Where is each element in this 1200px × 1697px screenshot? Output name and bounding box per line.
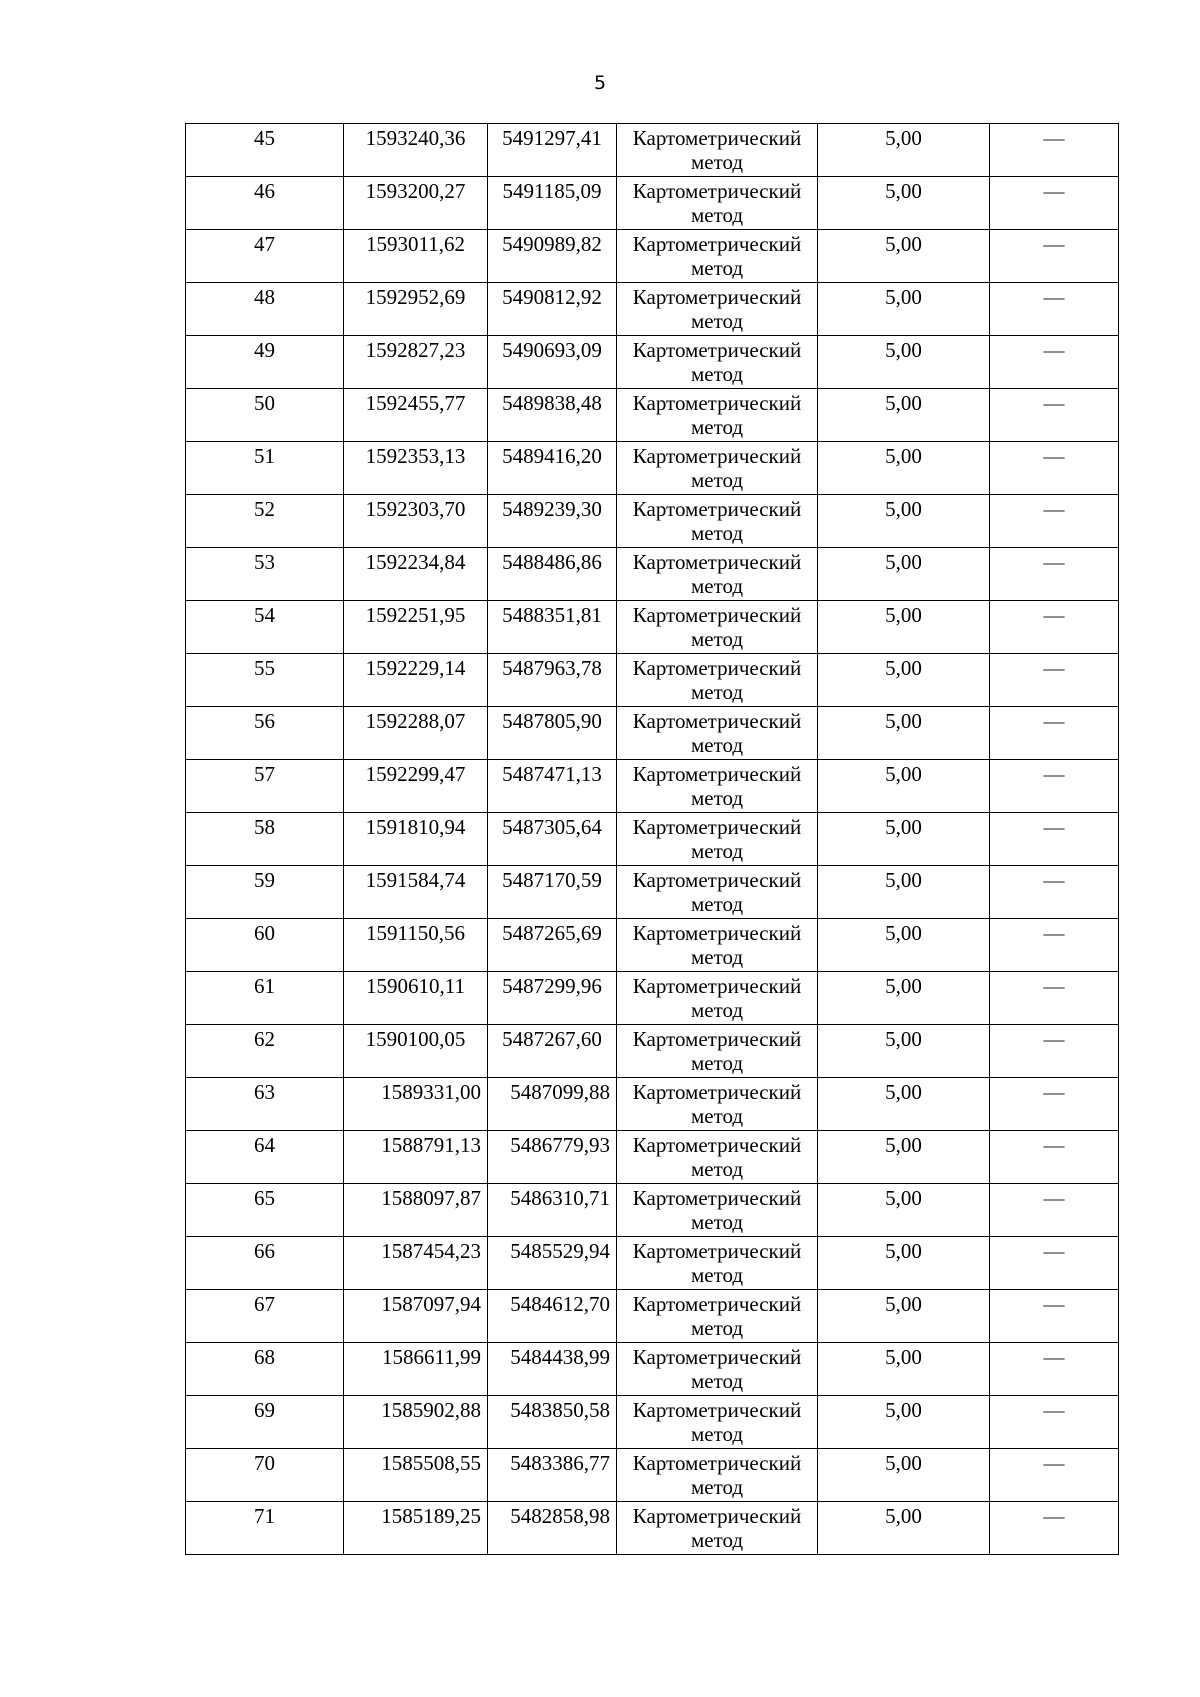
method-line-1: Картометрический xyxy=(632,974,802,998)
description-cell: — xyxy=(990,336,1119,389)
x-coordinate-cell: 1590100,05 xyxy=(344,1025,488,1078)
point-number-cell: 68 xyxy=(186,1343,344,1396)
description-cell: — xyxy=(990,654,1119,707)
method-line-2: метод xyxy=(690,309,744,333)
accuracy-cell: 5,00 xyxy=(818,442,990,495)
y-coordinate-cell: 5487267,60 xyxy=(488,1025,617,1078)
accuracy-cell: 5,00 xyxy=(818,1449,990,1502)
method-cell xyxy=(617,707,818,760)
y-coordinate-cell: 5483850,58 xyxy=(488,1396,617,1449)
coordinates-table xyxy=(185,123,1119,1555)
method-line-1: Картометрический xyxy=(632,1504,802,1528)
method-line-1: Картометрический xyxy=(632,497,802,521)
table-row xyxy=(186,1131,1119,1184)
description-cell: — xyxy=(990,442,1119,495)
method-line-2: метод xyxy=(690,1263,744,1287)
x-coordinate-cell: 1591150,56 xyxy=(344,919,488,972)
x-coordinate-cell: 1585902,88 xyxy=(344,1396,488,1449)
description-cell: — xyxy=(990,389,1119,442)
accuracy-cell: 5,00 xyxy=(818,919,990,972)
method-cell xyxy=(617,1078,818,1131)
method-line-1: Картометрический xyxy=(632,444,802,468)
method-line-2: метод xyxy=(690,1157,744,1181)
accuracy-cell: 5,00 xyxy=(818,866,990,919)
y-coordinate-cell: 5489416,20 xyxy=(488,442,617,495)
method-line-1: Картометрический xyxy=(632,1292,802,1316)
method-line-2: метод xyxy=(690,150,744,174)
table-row xyxy=(186,813,1119,866)
y-coordinate-cell: 5483386,77 xyxy=(488,1449,617,1502)
x-coordinate-cell: 1592455,77 xyxy=(344,389,488,442)
method-line-1: Картометрический xyxy=(632,921,802,945)
method-cell xyxy=(617,1502,818,1555)
y-coordinate-cell: 5488351,81 xyxy=(488,601,617,654)
method-line-2: метод xyxy=(690,203,744,227)
table-row xyxy=(186,1237,1119,1290)
x-coordinate-cell: 1593011,62 xyxy=(344,230,488,283)
y-coordinate-cell: 5491297,41 xyxy=(488,124,617,177)
method-cell xyxy=(617,548,818,601)
y-coordinate-cell: 5491185,09 xyxy=(488,177,617,230)
y-coordinate-cell: 5484612,70 xyxy=(488,1290,617,1343)
method-line-2: метод xyxy=(690,998,744,1022)
table-row xyxy=(186,760,1119,813)
accuracy-cell: 5,00 xyxy=(818,1290,990,1343)
table-row xyxy=(186,548,1119,601)
description-cell: — xyxy=(990,1237,1119,1290)
method-line-1: Картометрический xyxy=(632,126,802,150)
description-cell: — xyxy=(990,230,1119,283)
y-coordinate-cell: 5488486,86 xyxy=(488,548,617,601)
description-cell: — xyxy=(990,1502,1119,1555)
description-cell: — xyxy=(990,1449,1119,1502)
point-number-cell: 54 xyxy=(186,601,344,654)
description-cell: — xyxy=(990,1396,1119,1449)
method-cell xyxy=(617,495,818,548)
description-cell: — xyxy=(990,919,1119,972)
method-line-1: Картометрический xyxy=(632,1027,802,1051)
method-line-2: метод xyxy=(690,1369,744,1393)
accuracy-cell: 5,00 xyxy=(818,1343,990,1396)
table-row xyxy=(186,336,1119,389)
table-row xyxy=(186,1396,1119,1449)
x-coordinate-cell: 1586611,99 xyxy=(344,1343,488,1396)
method-cell xyxy=(617,124,818,177)
page-number: 5 xyxy=(593,72,607,94)
x-coordinate-cell: 1588097,87 xyxy=(344,1184,488,1237)
x-coordinate-cell: 1592952,69 xyxy=(344,283,488,336)
table-row xyxy=(186,442,1119,495)
method-cell xyxy=(617,654,818,707)
x-coordinate-cell: 1592288,07 xyxy=(344,707,488,760)
method-line-1: Картометрический xyxy=(632,338,802,362)
point-number-cell: 61 xyxy=(186,972,344,1025)
description-cell: — xyxy=(990,283,1119,336)
accuracy-cell: 5,00 xyxy=(818,177,990,230)
point-number-cell: 55 xyxy=(186,654,344,707)
point-number-cell: 70 xyxy=(186,1449,344,1502)
accuracy-cell: 5,00 xyxy=(818,707,990,760)
table-row xyxy=(186,389,1119,442)
accuracy-cell: 5,00 xyxy=(818,1396,990,1449)
accuracy-cell: 5,00 xyxy=(818,813,990,866)
method-line-2: метод xyxy=(690,786,744,810)
description-cell: — xyxy=(990,601,1119,654)
method-line-1: Картометрический xyxy=(632,815,802,839)
accuracy-cell: 5,00 xyxy=(818,654,990,707)
accuracy-cell: 5,00 xyxy=(818,1237,990,1290)
method-cell xyxy=(617,1025,818,1078)
table-row xyxy=(186,972,1119,1025)
description-cell: — xyxy=(990,972,1119,1025)
table-row xyxy=(186,1078,1119,1131)
method-line-1: Картометрический xyxy=(632,1345,802,1369)
method-line-2: метод xyxy=(690,1528,744,1552)
point-number-cell: 59 xyxy=(186,866,344,919)
description-cell: — xyxy=(990,548,1119,601)
x-coordinate-cell: 1592827,23 xyxy=(344,336,488,389)
table-row xyxy=(186,283,1119,336)
method-line-2: метод xyxy=(690,1104,744,1128)
x-coordinate-cell: 1592353,13 xyxy=(344,442,488,495)
y-coordinate-cell: 5487805,90 xyxy=(488,707,617,760)
point-number-cell: 45 xyxy=(186,124,344,177)
x-coordinate-cell: 1587454,23 xyxy=(344,1237,488,1290)
table-row xyxy=(186,601,1119,654)
y-coordinate-cell: 5487265,69 xyxy=(488,919,617,972)
accuracy-cell: 5,00 xyxy=(818,336,990,389)
method-line-2: метод xyxy=(690,468,744,492)
point-number-cell: 52 xyxy=(186,495,344,548)
method-line-1: Картометрический xyxy=(632,1239,802,1263)
point-number-cell: 64 xyxy=(186,1131,344,1184)
method-line-2: метод xyxy=(690,680,744,704)
accuracy-cell: 5,00 xyxy=(818,1131,990,1184)
method-line-1: Картометрический xyxy=(632,285,802,309)
coordinates-table-body xyxy=(186,124,1119,1555)
point-number-cell: 46 xyxy=(186,177,344,230)
point-number-cell: 67 xyxy=(186,1290,344,1343)
x-coordinate-cell: 1593200,27 xyxy=(344,177,488,230)
point-number-cell: 50 xyxy=(186,389,344,442)
table-row xyxy=(186,1025,1119,1078)
accuracy-cell: 5,00 xyxy=(818,1184,990,1237)
method-line-1: Картометрический xyxy=(632,391,802,415)
method-cell xyxy=(617,336,818,389)
method-line-2: метод xyxy=(690,1051,744,1075)
table-row xyxy=(186,866,1119,919)
method-line-1: Картометрический xyxy=(632,709,802,733)
description-cell: — xyxy=(990,1025,1119,1078)
point-number-cell: 62 xyxy=(186,1025,344,1078)
table-row xyxy=(186,495,1119,548)
description-cell: — xyxy=(990,495,1119,548)
x-coordinate-cell: 1585508,55 xyxy=(344,1449,488,1502)
accuracy-cell: 5,00 xyxy=(818,760,990,813)
method-cell xyxy=(617,1131,818,1184)
method-line-2: метод xyxy=(690,574,744,598)
method-line-2: метод xyxy=(690,256,744,280)
x-coordinate-cell: 1592303,70 xyxy=(344,495,488,548)
y-coordinate-cell: 5487170,59 xyxy=(488,866,617,919)
method-line-2: метод xyxy=(690,1210,744,1234)
description-cell: — xyxy=(990,1343,1119,1396)
table-row xyxy=(186,1184,1119,1237)
accuracy-cell: 5,00 xyxy=(818,1025,990,1078)
method-line-1: Картометрический xyxy=(632,603,802,627)
x-coordinate-cell: 1592229,14 xyxy=(344,654,488,707)
y-coordinate-cell: 5487471,13 xyxy=(488,760,617,813)
point-number-cell: 65 xyxy=(186,1184,344,1237)
point-number-cell: 69 xyxy=(186,1396,344,1449)
method-line-2: метод xyxy=(690,733,744,757)
method-cell xyxy=(617,919,818,972)
x-coordinate-cell: 1585189,25 xyxy=(344,1502,488,1555)
x-coordinate-cell: 1592234,84 xyxy=(344,548,488,601)
method-line-2: метод xyxy=(690,1422,744,1446)
point-number-cell: 48 xyxy=(186,283,344,336)
table-row xyxy=(186,1290,1119,1343)
method-line-2: метод xyxy=(690,892,744,916)
method-cell xyxy=(617,177,818,230)
point-number-cell: 71 xyxy=(186,1502,344,1555)
x-coordinate-cell: 1588791,13 xyxy=(344,1131,488,1184)
y-coordinate-cell: 5490812,92 xyxy=(488,283,617,336)
accuracy-cell: 5,00 xyxy=(818,389,990,442)
method-cell xyxy=(617,442,818,495)
y-coordinate-cell: 5482858,98 xyxy=(488,1502,617,1555)
method-line-2: метод xyxy=(690,362,744,386)
method-cell xyxy=(617,230,818,283)
description-cell: — xyxy=(990,760,1119,813)
x-coordinate-cell: 1590610,11 xyxy=(344,972,488,1025)
description-cell: — xyxy=(990,1184,1119,1237)
method-line-1: Картометрический xyxy=(632,656,802,680)
table-row xyxy=(186,230,1119,283)
x-coordinate-cell: 1592251,95 xyxy=(344,601,488,654)
method-line-1: Картометрический xyxy=(632,762,802,786)
method-cell xyxy=(617,601,818,654)
accuracy-cell: 5,00 xyxy=(818,548,990,601)
description-cell: — xyxy=(990,177,1119,230)
point-number-cell: 47 xyxy=(186,230,344,283)
point-number-cell: 66 xyxy=(186,1237,344,1290)
y-coordinate-cell: 5486779,93 xyxy=(488,1131,617,1184)
description-cell: — xyxy=(990,1131,1119,1184)
y-coordinate-cell: 5490693,09 xyxy=(488,336,617,389)
description-cell: — xyxy=(990,866,1119,919)
table-row xyxy=(186,707,1119,760)
method-cell xyxy=(617,972,818,1025)
method-line-1: Картометрический xyxy=(632,1186,802,1210)
method-line-1: Картометрический xyxy=(632,1080,802,1104)
table-row xyxy=(186,177,1119,230)
table-row xyxy=(186,654,1119,707)
method-cell xyxy=(617,283,818,336)
x-coordinate-cell: 1589331,00 xyxy=(344,1078,488,1131)
table-row xyxy=(186,124,1119,177)
point-number-cell: 63 xyxy=(186,1078,344,1131)
method-cell xyxy=(617,1343,818,1396)
method-line-1: Картометрический xyxy=(632,1451,802,1475)
method-cell xyxy=(617,760,818,813)
method-line-1: Картометрический xyxy=(632,1133,802,1157)
method-line-2: метод xyxy=(690,521,744,545)
method-line-2: метод xyxy=(690,1316,744,1340)
description-cell: — xyxy=(990,1078,1119,1131)
method-line-1: Картометрический xyxy=(632,1398,802,1422)
y-coordinate-cell: 5486310,71 xyxy=(488,1184,617,1237)
y-coordinate-cell: 5489838,48 xyxy=(488,389,617,442)
x-coordinate-cell: 1593240,36 xyxy=(344,124,488,177)
x-coordinate-cell: 1591810,94 xyxy=(344,813,488,866)
point-number-cell: 51 xyxy=(186,442,344,495)
point-number-cell: 49 xyxy=(186,336,344,389)
y-coordinate-cell: 5487305,64 xyxy=(488,813,617,866)
method-cell xyxy=(617,1290,818,1343)
accuracy-cell: 5,00 xyxy=(818,601,990,654)
y-coordinate-cell: 5484438,99 xyxy=(488,1343,617,1396)
method-cell xyxy=(617,1396,818,1449)
method-cell xyxy=(617,1184,818,1237)
accuracy-cell: 5,00 xyxy=(818,972,990,1025)
y-coordinate-cell: 5489239,30 xyxy=(488,495,617,548)
y-coordinate-cell: 5487099,88 xyxy=(488,1078,617,1131)
description-cell: — xyxy=(990,707,1119,760)
accuracy-cell: 5,00 xyxy=(818,283,990,336)
accuracy-cell: 5,00 xyxy=(818,1502,990,1555)
method-line-1: Картометрический xyxy=(632,868,802,892)
description-cell: — xyxy=(990,813,1119,866)
point-number-cell: 56 xyxy=(186,707,344,760)
method-line-2: метод xyxy=(690,415,744,439)
method-cell xyxy=(617,866,818,919)
point-number-cell: 57 xyxy=(186,760,344,813)
method-line-2: метод xyxy=(690,839,744,863)
point-number-cell: 60 xyxy=(186,919,344,972)
x-coordinate-cell: 1587097,94 xyxy=(344,1290,488,1343)
y-coordinate-cell: 5485529,94 xyxy=(488,1237,617,1290)
method-line-1: Картометрический xyxy=(632,179,802,203)
y-coordinate-cell: 5487963,78 xyxy=(488,654,617,707)
method-line-1: Картометрический xyxy=(632,550,802,574)
table-row xyxy=(186,919,1119,972)
x-coordinate-cell: 1592299,47 xyxy=(344,760,488,813)
method-line-2: метод xyxy=(690,1475,744,1499)
method-line-2: метод xyxy=(690,945,744,969)
x-coordinate-cell: 1591584,74 xyxy=(344,866,488,919)
method-cell xyxy=(617,1237,818,1290)
method-cell xyxy=(617,1449,818,1502)
table-row xyxy=(186,1343,1119,1396)
accuracy-cell: 5,00 xyxy=(818,124,990,177)
method-cell xyxy=(617,813,818,866)
description-cell: — xyxy=(990,1290,1119,1343)
accuracy-cell: 5,00 xyxy=(818,230,990,283)
y-coordinate-cell: 5490989,82 xyxy=(488,230,617,283)
accuracy-cell: 5,00 xyxy=(818,495,990,548)
method-line-2: метод xyxy=(690,627,744,651)
accuracy-cell: 5,00 xyxy=(818,1078,990,1131)
point-number-cell: 53 xyxy=(186,548,344,601)
description-cell: — xyxy=(990,124,1119,177)
point-number-cell: 58 xyxy=(186,813,344,866)
y-coordinate-cell: 5487299,96 xyxy=(488,972,617,1025)
table-row xyxy=(186,1502,1119,1555)
method-cell xyxy=(617,389,818,442)
table-row xyxy=(186,1449,1119,1502)
method-line-1: Картометрический xyxy=(632,232,802,256)
